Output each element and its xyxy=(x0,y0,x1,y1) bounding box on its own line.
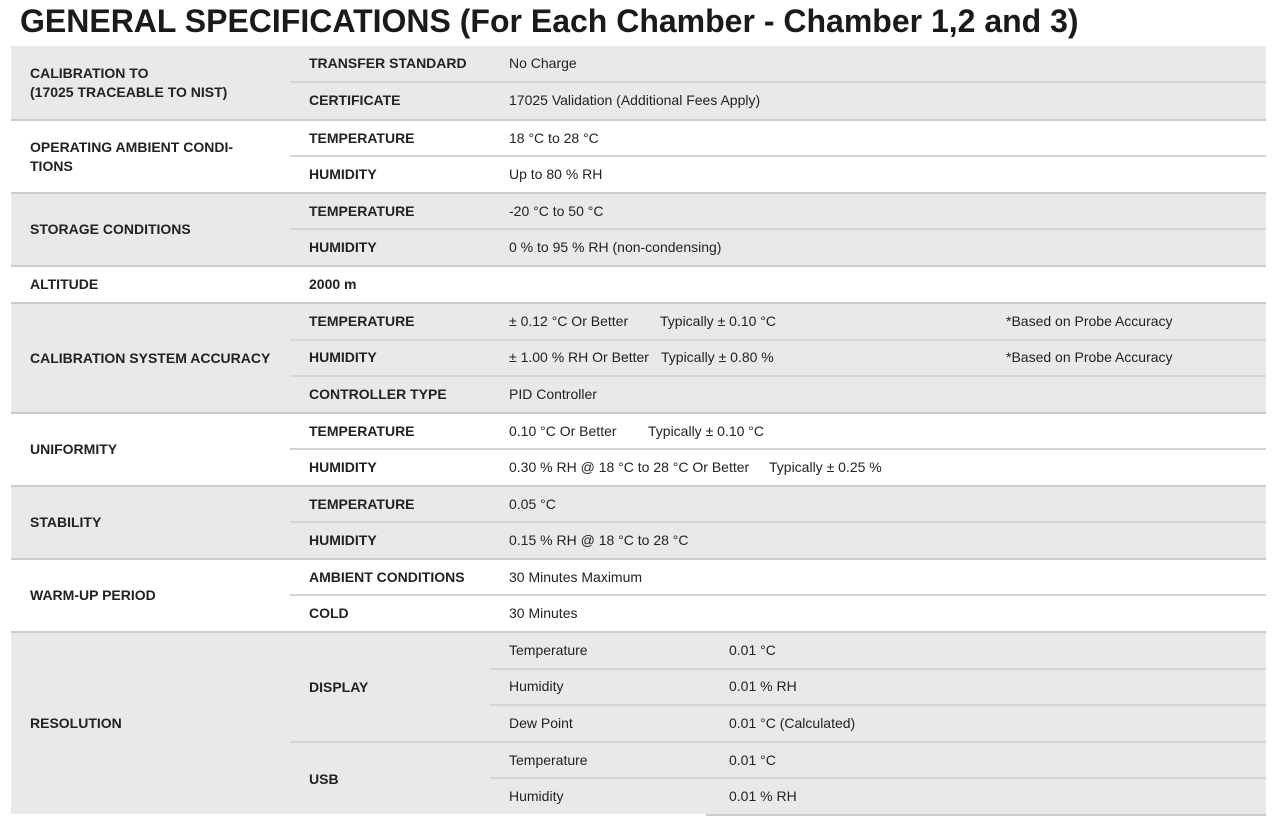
spec-row xyxy=(290,706,1266,741)
row-name: Temperature xyxy=(509,752,588,768)
row-name: Temperature xyxy=(509,642,588,658)
group-divider xyxy=(706,814,1266,816)
row-value: ± 1.00 % RH Or Better xyxy=(509,349,649,365)
row-label: TEMPERATURE xyxy=(309,496,415,512)
row-typical: Typically ± 0.80 % xyxy=(661,349,774,365)
spec-row xyxy=(290,157,1266,192)
spec-row xyxy=(290,743,1266,778)
row-label: HUMIDITY xyxy=(309,349,377,365)
row-value: 0.01 °C (Calculated) xyxy=(729,715,856,731)
row-value: 30 Minutes xyxy=(509,605,578,621)
spec-group-calibration-to xyxy=(11,46,1266,119)
row-label: HUMIDITY xyxy=(309,239,377,255)
group-label-line: (17025 TRACEABLE TO NIST) xyxy=(30,83,228,100)
sub-label-usb: USB xyxy=(309,770,339,787)
spec-row xyxy=(290,560,1266,595)
row-label: CONTROLLER TYPE xyxy=(309,386,447,402)
group-label: ALTITUDE xyxy=(30,276,99,292)
spec-group-storage xyxy=(11,194,1266,265)
spec-row xyxy=(290,230,1266,265)
spec-group-operating xyxy=(11,121,1266,192)
row-label: TEMPERATURE xyxy=(309,313,415,329)
group-label xyxy=(30,121,290,192)
group-label xyxy=(30,46,290,119)
row-value: 17025 Validation (Additional Fees Apply) xyxy=(509,92,761,108)
row-label: HUMIDITY xyxy=(309,166,377,182)
row-label: CERTIFICATE xyxy=(309,92,401,108)
row-value: 0.10 °C Or Better xyxy=(509,423,617,439)
row-typical: Typically ± 0.25 % xyxy=(769,459,882,475)
row-value: 2000 m xyxy=(309,276,357,292)
spec-row xyxy=(290,194,1266,229)
row-value: 0.30 % RH @ 18 °C to 28 °C Or Better xyxy=(509,459,750,475)
spec-group-accuracy xyxy=(11,304,1266,412)
row-label: COLD xyxy=(309,605,349,621)
row-value: No Charge xyxy=(509,55,577,71)
row-label: HUMIDITY xyxy=(309,459,377,475)
row-name: Dew Point xyxy=(509,715,573,731)
row-label: TEMPERATURE xyxy=(309,423,415,439)
group-label: RESOLUTION xyxy=(30,715,122,731)
row-value: 0.15 % RH @ 18 °C to 28 °C xyxy=(509,532,689,548)
row-value: 0 % to 95 % RH (non-condensing) xyxy=(509,239,722,255)
group-label: CALIBRATION SYSTEM ACCURACY xyxy=(30,349,271,366)
spec-row xyxy=(290,340,1266,375)
row-value: Up to 80 % RH xyxy=(509,166,603,182)
row-value: 0.01 °C xyxy=(729,642,776,658)
spec-row xyxy=(290,779,1266,814)
row-value: 0.01 °C xyxy=(729,752,776,768)
spec-group-altitude xyxy=(11,267,1266,302)
group-label-line: OPERATING AMBIENT CONDI- xyxy=(30,138,233,155)
spec-row xyxy=(290,121,1266,156)
spec-group-resolution xyxy=(11,633,1266,814)
row-value: -20 °C to 50 °C xyxy=(509,203,604,219)
spec-row xyxy=(290,523,1266,558)
group-label: WARM-UP PERIOD xyxy=(30,587,156,603)
row-typical: Typically ± 0.10 °C xyxy=(648,423,764,439)
row-label: AMBIENT CONDITIONS xyxy=(309,569,465,585)
row-value: 0.01 % RH xyxy=(729,788,797,804)
row-value: 0.05 °C xyxy=(509,496,556,512)
group-label: STORAGE CONDITIONS xyxy=(30,221,191,237)
spec-row xyxy=(290,450,1266,485)
spec-row xyxy=(290,304,1266,339)
group-label-line: TIONS xyxy=(30,157,73,174)
group-label-line: CALIBRATION TO xyxy=(30,64,149,81)
spec-row xyxy=(290,596,1266,631)
group-label: STABILITY xyxy=(30,514,102,530)
spec-group-warmup xyxy=(11,560,1266,631)
row-value: PID Controller xyxy=(509,386,597,402)
row-label: TEMPERATURE xyxy=(309,203,415,219)
group-label: UNIFORMITY xyxy=(30,441,118,457)
row-value: 0.01 % RH xyxy=(729,678,797,694)
spec-row xyxy=(290,83,1266,118)
row-label: HUMIDITY xyxy=(309,532,377,548)
spec-row xyxy=(290,377,1266,412)
row-note: *Based on Probe Accuracy xyxy=(1006,349,1173,365)
sub-label-display: DISPLAY xyxy=(309,679,369,695)
spec-row xyxy=(290,267,1266,302)
row-label: TRANSFER STANDARD xyxy=(309,55,467,71)
page-title: GENERAL SPECIFICATIONS (For Each Chamber - Chamber 1,2 and 3) xyxy=(20,3,1079,39)
row-typical: Typically ± 0.10 °C xyxy=(660,313,776,329)
spec-row xyxy=(290,414,1266,449)
spec-group-uniformity xyxy=(11,414,1266,485)
row-label: TEMPERATURE xyxy=(309,130,415,146)
row-value: 18 °C to 28 °C xyxy=(509,130,599,146)
spec-row xyxy=(290,669,1266,704)
row-note: *Based on Probe Accuracy xyxy=(1006,313,1173,329)
spec-group-stability xyxy=(11,487,1266,558)
row-name: Humidity xyxy=(509,788,564,804)
row-value: 30 Minutes Maximum xyxy=(509,569,643,585)
spec-row xyxy=(290,487,1266,522)
row-name: Humidity xyxy=(509,678,564,694)
spec-row xyxy=(290,633,1266,668)
spec-row xyxy=(290,46,1266,81)
row-value: ± 0.12 °C Or Better xyxy=(509,313,629,329)
